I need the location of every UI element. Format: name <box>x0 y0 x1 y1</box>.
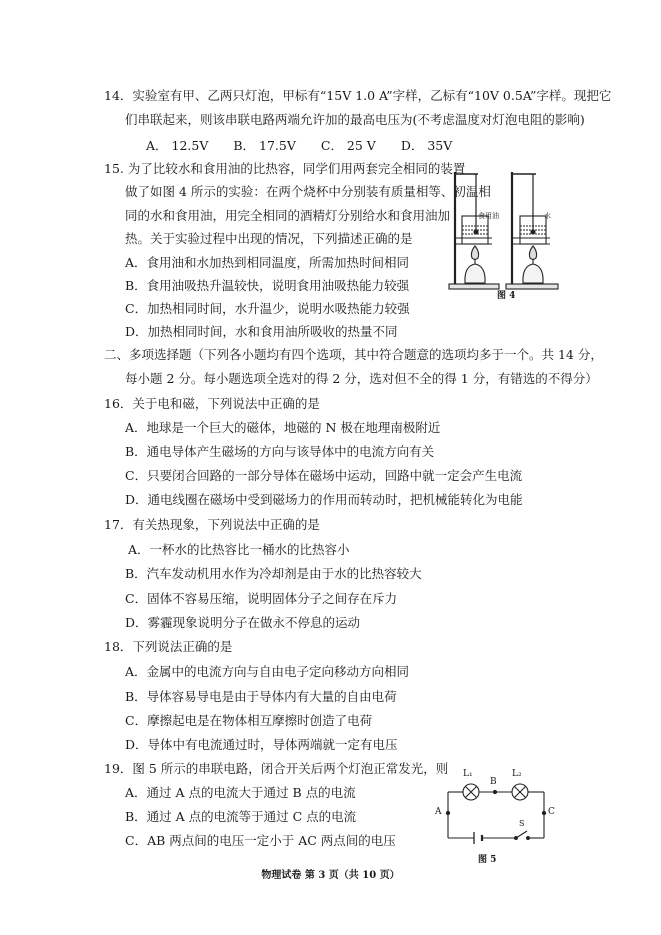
q16-option-b: B．通电导体产生磁场的方向与该导体中的电流方向有关 <box>125 444 435 459</box>
q16-option-d: D．通电线圈在磁场中受到磁场力的作用而转动时，把机械能转化为电能 <box>125 492 523 507</box>
q14-stem-line-1: 14．实验室有甲、乙两只灯泡，甲标有“15V 1.0 A”字样，乙标有“10V 0.5A”字样。现把它 <box>104 88 612 103</box>
stand-base-left <box>449 284 499 289</box>
q18-option-d: D．导体中有电流通过时，导体两端就一定有电压 <box>125 737 398 752</box>
lamp-right <box>523 264 543 283</box>
label-l1: L₁ <box>463 769 473 779</box>
flame-left <box>471 246 478 260</box>
q19-option-a: A．通过 A 点的电流大于通过 B 点的电流 <box>125 785 356 800</box>
figure-4 <box>448 166 560 306</box>
label-s: S <box>519 819 525 828</box>
lamp-left <box>465 264 485 283</box>
label-water: 水 <box>544 212 551 220</box>
section2-header-line-1: 二、多项选择题（下列各小题均有四个选项，其中符合题意的选项均多于一个。共 14 分， <box>104 347 603 362</box>
q14-options: A． 12.5V B． 17.5V C． 25 V D． 35V <box>146 138 453 153</box>
q17-option-a: A．一杯水的比热容比一桶水的比热容小 <box>128 542 350 557</box>
q16-stem: 16．关于电和磁，下列说法中正确的是 <box>104 396 320 411</box>
q18-option-c: C．摩擦起电是在物体相互摩擦时创造了电荷 <box>125 713 373 728</box>
q15-stem-line-4: 热。关于实验过程中出现的情况，下列描述正确的是 <box>125 231 413 246</box>
q18-option-b: B．导体容易导电是由于导体内有大量的自由电荷 <box>125 689 397 704</box>
q19-option-c: C．AB 两点间的电压一定小于 AC 两点间的电压 <box>125 833 396 848</box>
q15-option-a: A．食用油和水加热到相同温度，所需加热时间相同 <box>125 255 410 270</box>
q15-option-b: B．食用油吸热升温较快，说明食用油吸热能力较强 <box>125 278 410 293</box>
q18-option-a: A．金属中的电流方向与自由电子定向移动方向相同 <box>125 664 410 679</box>
label-b: B <box>490 777 497 787</box>
q17-option-c: C．固体不容易压缩，说明固体分子之间存在斥力 <box>125 591 398 606</box>
q16-option-c: C．只要闭合回路的一部分导体在磁场中运动，回路中就一定会产生电流 <box>125 468 523 483</box>
q17-stem: 17．有关热现象，下列说法中正确的是 <box>104 517 320 532</box>
q16-option-a: A．地球是一个巨大的磁体，地磁的 N 极在地理南极附近 <box>125 420 441 435</box>
label-a: A <box>435 807 442 817</box>
figure-5-caption: 图 5 <box>478 855 497 865</box>
label-c: C <box>548 807 555 817</box>
q15-stem-line-2: 做了如图 4 所示的实验：在两个烧杯中分别装有质量相等、初温相 <box>125 184 491 199</box>
q14-stem-line-2: 们串联起来，则该串联电路两端允许加的最高电压为(不考虑温度对灯泡电阻的影响) <box>125 112 585 127</box>
q19-stem: 19．图 5 所示的串联电路，闭合开关后两个灯泡正常发光，则 <box>104 761 449 776</box>
q15-stem-line-3: 同的水和食用油，用完全相同的酒精灯分别给水和食用油加 <box>125 208 451 223</box>
switch-blade <box>516 831 527 838</box>
label-oil: 食用油 <box>478 212 499 220</box>
figure-4-caption: 图 4 <box>497 291 516 301</box>
page-footer: 物理试卷 第 3 页（共 10 页） <box>261 870 400 881</box>
figure-5 <box>430 766 555 858</box>
q18-stem: 18．下列说法正确的是 <box>104 639 233 654</box>
q19-option-b: B．通过 A 点的电流等于通过 C 点的电流 <box>125 809 357 824</box>
q17-option-d: D．雾霾现象说明分子在做永不停息的运动 <box>125 615 361 630</box>
section2-header-line-2: 每小题 2 分。每小题选项全选对的得 2 分，选对但不全的得 1 分，有错选的不得分） <box>125 371 598 386</box>
q15-stem-line-1: 15. 为了比较水和食用油的比热容，同学们用两套完全相同的装置 <box>104 161 466 176</box>
figure-4-drawing <box>448 166 560 306</box>
q15-option-c: C．加热相同时间，水升温少，说明水吸热能力较强 <box>125 301 410 316</box>
q15-option-d: D．加热相同时间，水和食用油所吸收的热量不同 <box>125 324 398 339</box>
flame-right <box>529 246 536 260</box>
label-l2: L₂ <box>512 769 522 779</box>
q17-option-b: B．汽车发动机用水作为冷却剂是由于水的比热容较大 <box>125 566 422 581</box>
